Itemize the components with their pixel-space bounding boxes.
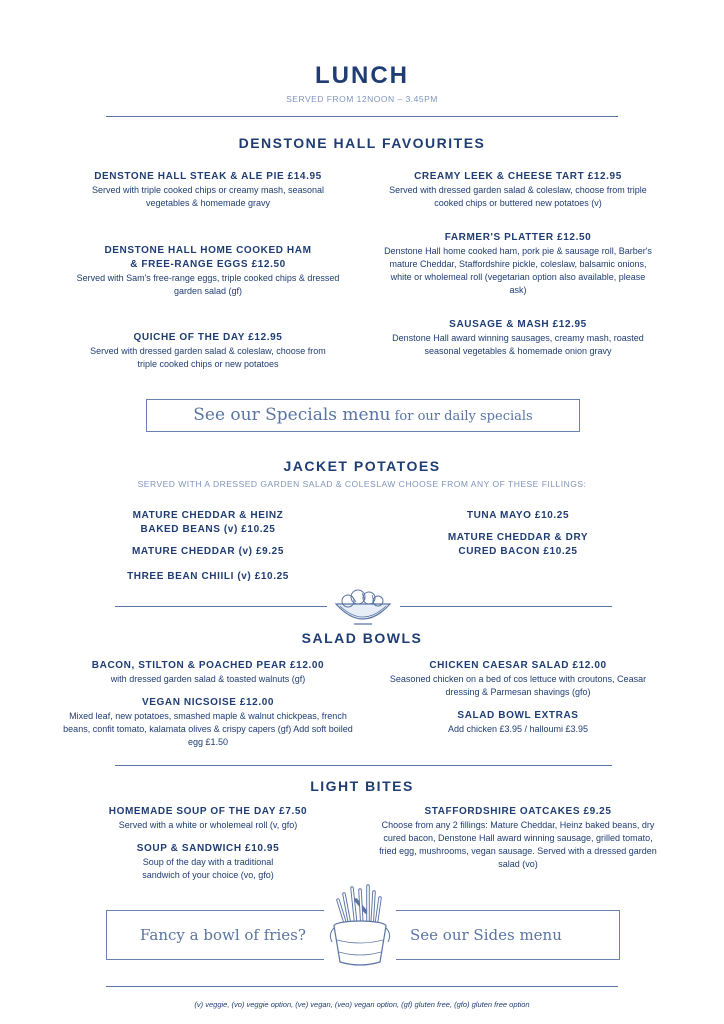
section-heading-jackets: JACKET POTATOES [283, 458, 441, 474]
menu-item [65, 696, 351, 749]
menu-item [65, 509, 351, 537]
page-title: LUNCH [315, 62, 409, 89]
item-description: Seasoned chicken on a bed of cos lettuce with croutons, Ceasar dressing & Parmesan shavings (gfo) [389, 674, 647, 697]
menu-item [65, 570, 351, 584]
specials-text-small: for our daily specials [390, 409, 533, 424]
menu-item [368, 659, 668, 699]
menu-item [65, 244, 351, 298]
item-name: CREAMY LEEK & CHEESE TART £12.95 [414, 171, 622, 182]
item-description: Denstone Hall home cooked ham, pork pie & sausage roll, Barber's mature Cheddar, Staffordshire pickle, coleslaw, balsamic onions, white or wholemeal roll (vegetarian option also available, please ask) [384, 246, 652, 295]
item-description: with dressed garden salad & toasted walnuts (gf) [110, 674, 306, 684]
page-subtitle: SERVED FROM 12NOON – 3.45PM [286, 94, 438, 104]
menu-item [368, 318, 668, 358]
item-name: DENSTONE HALL STEAK & ALE PIE £14.95 [94, 171, 322, 182]
item-description: Served with Sam's free-range eggs, triple cooked chips & dressed garden salad (gf) [76, 273, 340, 296]
fries-bucket-illustration [324, 882, 396, 968]
fries-banner-text-left: Fancy a bowl of fries? [140, 926, 306, 944]
item-name: QUICHE OF THE DAY £12.95 [133, 332, 283, 343]
section-heading-bites: LIGHT BITES [310, 778, 414, 794]
item-description: Soup of the day with a traditional sandwich of your choice (vo, gfo) [142, 857, 274, 880]
item-name: SALAD BOWL EXTRAS [457, 710, 579, 721]
item-description: Served with dressed garden salad & coleslaw, choose from triple cooked chips or buttered new potatoes (v) [389, 185, 647, 208]
item-description: Denstone Hall award winning sausages, creamy mash, roasted seasonal vegetables & homemade onion gravy [392, 333, 644, 356]
menu-item [65, 805, 351, 832]
menu-item [65, 170, 351, 210]
item-description: Add chicken £3.95 / halloumi £3.95 [447, 724, 589, 734]
menu-item [368, 709, 668, 736]
specials-banner [146, 399, 580, 432]
menu-item [65, 842, 351, 882]
menu-item [368, 509, 668, 523]
divider [106, 986, 618, 987]
item-description: Served with a white or wholemeal roll (v, gfo) [118, 820, 298, 830]
divider [106, 116, 618, 117]
menu-item [65, 659, 351, 686]
fries-banner-text-right: See our Sides menu [410, 926, 562, 944]
menu-item [65, 545, 351, 559]
menu-item [65, 331, 351, 371]
dietary-key: (v) veggie, (vo) veggie option, (ve) vegan, (veo) vegan option, (gf) gluten free, (gfo) gluten free option [194, 1000, 530, 1009]
item-name: MATURE CHEDDAR & HEINZ BAKED BEANS (v) £10.25 [132, 510, 284, 535]
menu-item [368, 170, 668, 210]
item-name: THREE BEAN CHIILI (v) £10.25 [127, 571, 289, 582]
item-name: CHICKEN CAESAR SALAD £12.00 [429, 660, 607, 671]
section-heading-favourites: DENSTONE HALL FAVOURITES [238, 135, 486, 151]
item-name: STAFFORDSHIRE OATCAKES £9.25 [424, 806, 612, 817]
section-subheading-jackets: SERVED WITH A DRESSED GARDEN SALAD & COLESLAW CHOOSE FROM ANY OF THESE FILLINGS: [137, 479, 587, 489]
item-description: Choose from any 2 fillings: Mature Cheddar, Heinz baked beans, dry cured bacon, Denstone Hall award winning sausage, grilled tomato, fried egg, mushrooms, vegan sausage. Served with a dressed garden salad (vo) [379, 820, 657, 869]
specials-text: See our Specials menu [193, 405, 391, 425]
salad-bowl-illustration [330, 584, 396, 628]
item-description: Served with triple cooked chips or creamy mash, seasonal vegetables & homemade gravy [91, 185, 325, 208]
item-description: Mixed leaf, new potatoes, smashed maple & walnut chickpeas, french beans, confit tomato, kalamata olives & crispy capers (gf) Add soft boiled egg £1.50 [63, 711, 353, 747]
menu-item [368, 231, 668, 297]
item-name: MATURE CHEDDAR (v) £9.25 [131, 546, 284, 557]
item-name: SOUP & SANDWICH £10.95 [136, 843, 280, 854]
divider [400, 606, 612, 607]
section-heading-salads: SALAD BOWLS [301, 630, 423, 646]
item-name: FARMER'S PLATTER £12.50 [444, 232, 592, 243]
item-name: DENSTONE HALL HOME COOKED HAM & FREE-RANGE EGGS £12.50 [104, 245, 312, 270]
divider [115, 765, 612, 766]
item-name: BACON, STILTON & POACHED PEAR £12.00 [91, 660, 325, 671]
item-description: Served with dressed garden salad & coleslaw, choose from triple cooked chips or new potatoes [90, 346, 326, 369]
item-name: SAUSAGE & MASH £12.95 [449, 319, 587, 330]
item-name: VEGAN NICSOISE £12.00 [141, 697, 275, 708]
item-name: TUNA MAYO £10.25 [466, 510, 570, 521]
menu-item [368, 805, 668, 871]
item-name: MATURE CHEDDAR & DRY CURED BACON £10.25 [447, 532, 589, 557]
divider [115, 606, 327, 607]
item-name: HOMEMADE SOUP OF THE DAY £7.50 [108, 806, 308, 817]
menu-item [368, 531, 668, 559]
